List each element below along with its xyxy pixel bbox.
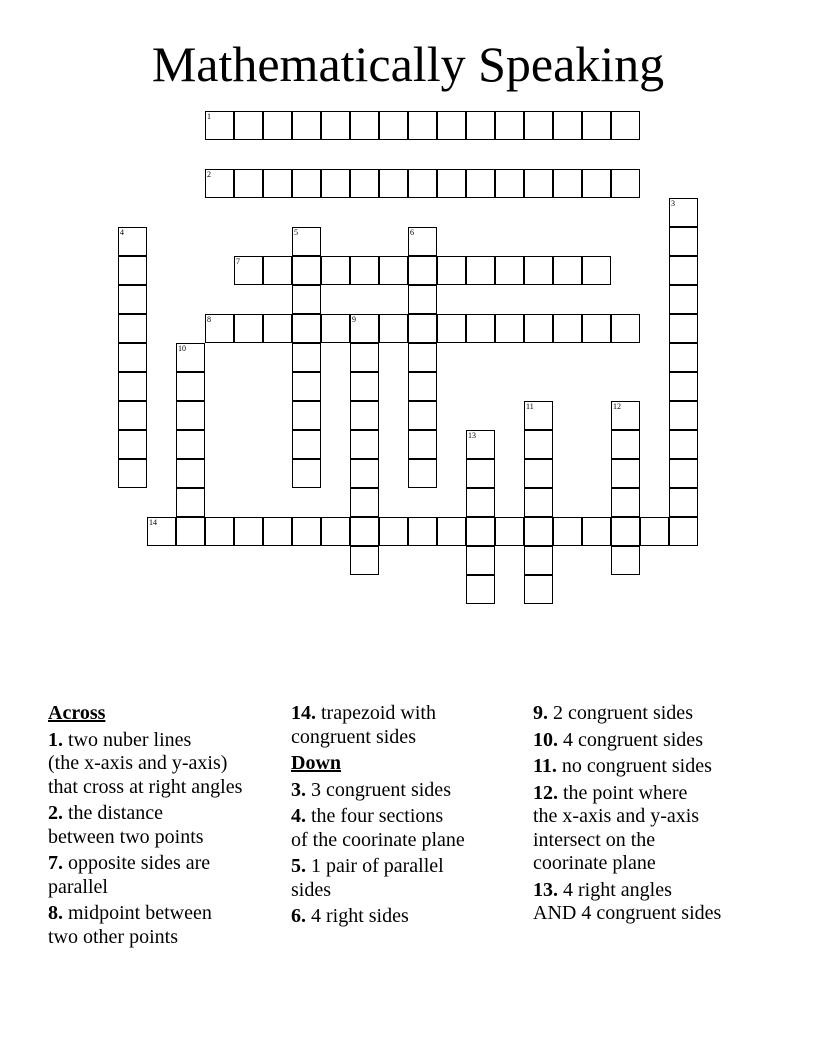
clue-text: the distance between two points — [48, 802, 204, 848]
grid-cell[interactable] — [234, 256, 263, 285]
grid-cell[interactable] — [118, 285, 147, 314]
clue-number: 12. — [533, 781, 558, 804]
grid-cell[interactable] — [437, 517, 466, 546]
clue-down-4 — [291, 805, 521, 852]
clue-text: no congruent sides — [561, 755, 712, 777]
grid-cell[interactable] — [118, 343, 147, 372]
clue-number-label: 14 — [149, 518, 157, 527]
clue-number-label: 10 — [178, 344, 186, 353]
grid-cell[interactable] — [234, 111, 263, 140]
clue-down-9 — [533, 702, 783, 726]
grid-cell[interactable] — [292, 285, 321, 314]
grid-cell[interactable] — [611, 169, 640, 198]
grid-cell[interactable] — [379, 169, 408, 198]
grid-cell[interactable] — [553, 111, 582, 140]
clue-text: 4 right sides — [311, 905, 409, 927]
grid-cell[interactable] — [669, 430, 698, 459]
grid-cell[interactable] — [582, 517, 611, 546]
clue-number-label: 9 — [352, 315, 356, 324]
grid-cell[interactable] — [466, 517, 495, 546]
puzzle-title: Mathematically Speaking — [151, 36, 665, 92]
grid-cell[interactable] — [350, 546, 379, 575]
grid-cell[interactable] — [321, 111, 350, 140]
grid-cell[interactable] — [524, 430, 553, 459]
grid-cell[interactable] — [495, 256, 524, 285]
grid-cell[interactable] — [437, 169, 466, 198]
clue-text: midpoint between two other points — [48, 902, 212, 948]
grid-cell[interactable] — [176, 517, 205, 546]
grid-cell[interactable] — [350, 459, 379, 488]
clue-down-3 — [291, 779, 521, 803]
clue-number: 14. — [291, 702, 316, 724]
grid-cell[interactable] — [234, 517, 263, 546]
grid-cell[interactable] — [466, 430, 495, 459]
grid-cell[interactable] — [582, 256, 611, 285]
grid-cell[interactable] — [379, 256, 408, 285]
grid-cell[interactable] — [524, 111, 553, 140]
grid-cell[interactable] — [669, 459, 698, 488]
grid-cell[interactable] — [524, 459, 553, 488]
clue-text: 2 congruent sides — [553, 702, 693, 724]
grid-cell[interactable] — [437, 111, 466, 140]
grid-cell[interactable] — [147, 517, 176, 546]
clue-text: the point where the x-axis and y-axis intersect on the coorinate plane — [533, 781, 700, 874]
clue-number: 13. — [533, 878, 558, 901]
grid-cell[interactable] — [263, 517, 292, 546]
clue-number-label: 5 — [294, 228, 298, 237]
clue-number: 9. — [533, 702, 548, 724]
grid-cell[interactable] — [466, 488, 495, 517]
grid-cell[interactable] — [205, 111, 234, 140]
grid-cell[interactable] — [524, 517, 553, 546]
grid-cell[interactable] — [292, 430, 321, 459]
clue-number: 11. — [533, 755, 557, 777]
grid-cell[interactable] — [118, 430, 147, 459]
grid-cell[interactable] — [466, 546, 495, 575]
grid-cell[interactable] — [640, 517, 669, 546]
grid-cell[interactable] — [292, 314, 321, 343]
grid-cell[interactable] — [408, 343, 437, 372]
clue-down-11 — [533, 755, 783, 779]
grid-cell[interactable] — [669, 401, 698, 430]
grid-cell[interactable] — [176, 372, 205, 401]
grid-cell[interactable] — [321, 256, 350, 285]
grid-cell[interactable] — [350, 430, 379, 459]
grid-cell[interactable] — [669, 517, 698, 546]
grid-cell[interactable] — [234, 314, 263, 343]
grid-cell[interactable] — [611, 111, 640, 140]
grid-cell[interactable] — [118, 372, 147, 401]
clue-text: trapezoid with congruent sides — [291, 702, 436, 748]
grid-cell[interactable] — [350, 517, 379, 546]
grid-cell[interactable] — [553, 517, 582, 546]
grid-cell[interactable] — [437, 256, 466, 285]
clue-text: 3 congruent sides — [311, 778, 451, 801]
grid-cell[interactable] — [466, 111, 495, 140]
clue-number: 6. — [291, 905, 306, 927]
clue-number-label: 4 — [120, 228, 124, 237]
clue-number: 1. — [48, 728, 63, 751]
grid-cell[interactable] — [524, 401, 553, 430]
grid-cell[interactable] — [118, 314, 147, 343]
clue-number: 7. — [48, 852, 63, 874]
grid-cell[interactable] — [292, 459, 321, 488]
grid-cell[interactable] — [611, 459, 640, 488]
grid-cell[interactable] — [379, 517, 408, 546]
grid-cell[interactable] — [408, 517, 437, 546]
grid-cell[interactable] — [350, 401, 379, 430]
clue-text: 4 right angles AND 4 congruent sides — [533, 878, 722, 924]
clue-number-label: 7 — [236, 257, 240, 266]
clue-number: 5. — [291, 855, 306, 877]
grid-cell[interactable] — [553, 314, 582, 343]
grid-cell[interactable] — [669, 372, 698, 401]
clue-number-label: 8 — [207, 315, 211, 324]
grid-cell[interactable] — [408, 430, 437, 459]
grid-cell[interactable] — [292, 227, 321, 256]
clue-number-label: 3 — [671, 199, 675, 208]
grid-cell[interactable] — [611, 314, 640, 343]
clue-down-6 — [291, 905, 521, 929]
clue-number-label: 13 — [468, 431, 476, 440]
grid-cell[interactable] — [495, 517, 524, 546]
grid-cell[interactable] — [669, 285, 698, 314]
grid-cell[interactable] — [292, 517, 321, 546]
clue-number: 8. — [48, 902, 63, 924]
grid-cell[interactable] — [524, 169, 553, 198]
clue-number: 2. — [48, 802, 63, 824]
grid-cell[interactable] — [408, 401, 437, 430]
grid-cell[interactable] — [466, 575, 495, 604]
grid-cell[interactable] — [669, 314, 698, 343]
grid-cell[interactable] — [524, 575, 553, 604]
grid-cell[interactable] — [321, 169, 350, 198]
across-heading: Across — [48, 702, 106, 724]
clue-number-label: 1 — [207, 112, 211, 121]
grid-cell[interactable] — [350, 111, 379, 140]
clue-down-12 — [533, 782, 783, 876]
grid-cell[interactable] — [292, 256, 321, 285]
clue-text: the four sections of the coorinate plane — [291, 805, 465, 851]
grid-cell[interactable] — [524, 256, 553, 285]
grid-cell[interactable] — [408, 169, 437, 198]
grid-cell[interactable] — [408, 459, 437, 488]
clue-across-8 — [48, 902, 288, 949]
grid-cell[interactable] — [669, 343, 698, 372]
grid-cell[interactable] — [321, 314, 350, 343]
grid-cell[interactable] — [582, 314, 611, 343]
grid-cell[interactable] — [118, 256, 147, 285]
grid-cell[interactable] — [176, 401, 205, 430]
clue-column-3 — [533, 702, 783, 929]
grid-cell[interactable] — [466, 459, 495, 488]
clue-number: 4. — [291, 805, 306, 827]
grid-cell[interactable] — [118, 459, 147, 488]
grid-cell[interactable] — [669, 198, 698, 227]
grid-cell[interactable] — [553, 256, 582, 285]
clue-number: 10. — [533, 728, 558, 751]
clue-across-2 — [48, 802, 288, 849]
grid-cell[interactable] — [205, 314, 234, 343]
clue-across-1 — [48, 729, 288, 800]
grid-cell[interactable] — [263, 169, 292, 198]
grid-cell[interactable] — [205, 517, 234, 546]
grid-cell[interactable] — [524, 546, 553, 575]
grid-cell[interactable] — [176, 430, 205, 459]
clue-number-label: 12 — [613, 402, 621, 411]
grid-cell[interactable] — [408, 314, 437, 343]
clue-down-10 — [533, 729, 783, 753]
grid-cell[interactable] — [611, 488, 640, 517]
grid-cell[interactable] — [292, 401, 321, 430]
grid-cell[interactable] — [437, 314, 466, 343]
grid-cell[interactable] — [669, 488, 698, 517]
clue-number: 3. — [291, 778, 306, 801]
clue-text: two nuber lines (the x-axis and y-axis) that cross at right angles — [48, 728, 243, 798]
grid-cell[interactable] — [263, 314, 292, 343]
clue-column-2 — [291, 702, 521, 932]
grid-cell[interactable] — [292, 343, 321, 372]
grid-cell[interactable] — [582, 111, 611, 140]
grid-cell[interactable] — [466, 169, 495, 198]
grid-cell[interactable] — [553, 169, 582, 198]
grid-cell[interactable] — [408, 227, 437, 256]
grid-cell[interactable] — [176, 343, 205, 372]
clue-number-label: 2 — [207, 170, 211, 179]
grid-cell[interactable] — [118, 227, 147, 256]
grid-cell[interactable] — [263, 256, 292, 285]
grid-cell[interactable] — [669, 227, 698, 256]
grid-cell[interactable] — [466, 314, 495, 343]
clue-number-label: 11 — [526, 402, 534, 411]
grid-cell[interactable] — [263, 111, 292, 140]
grid-cell[interactable] — [408, 372, 437, 401]
clue-column-1 — [48, 702, 288, 952]
clue-text: opposite sides are parallel — [48, 852, 211, 898]
grid-cell[interactable] — [611, 401, 640, 430]
grid-cell[interactable] — [611, 546, 640, 575]
grid-cell[interactable] — [118, 401, 147, 430]
grid-cell[interactable] — [176, 459, 205, 488]
clue-down-5 — [291, 855, 521, 902]
grid-cell[interactable] — [350, 488, 379, 517]
grid-cell[interactable] — [350, 343, 379, 372]
grid-cell[interactable] — [292, 169, 321, 198]
grid-cell[interactable] — [379, 314, 408, 343]
grid-cell[interactable] — [408, 111, 437, 140]
grid-cell[interactable] — [611, 517, 640, 546]
grid-cell[interactable] — [495, 314, 524, 343]
grid-cell[interactable] — [379, 111, 408, 140]
clue-text: 1 pair of parallel sides — [291, 855, 444, 901]
grid-cell[interactable] — [350, 372, 379, 401]
grid-cell[interactable] — [611, 430, 640, 459]
clue-number-label: 6 — [410, 228, 414, 237]
clue-down-13 — [533, 879, 783, 926]
grid-cell[interactable] — [321, 517, 350, 546]
grid-cell[interactable] — [205, 169, 234, 198]
down-heading: Down — [291, 752, 342, 774]
clue-across-14 — [291, 702, 521, 749]
grid-cell[interactable] — [292, 111, 321, 140]
grid-cell[interactable] — [669, 256, 698, 285]
grid-cell[interactable] — [582, 169, 611, 198]
grid-cell[interactable] — [234, 169, 263, 198]
grid-cell[interactable] — [466, 256, 495, 285]
grid-cell[interactable] — [524, 314, 553, 343]
grid-cell[interactable] — [408, 285, 437, 314]
grid-cell[interactable] — [495, 111, 524, 140]
grid-cell[interactable] — [524, 488, 553, 517]
grid-cell[interactable] — [495, 169, 524, 198]
clue-across-7 — [48, 852, 288, 899]
grid-cell[interactable] — [408, 256, 437, 285]
clue-text: 4 congruent sides — [563, 728, 703, 751]
grid-cell[interactable] — [350, 169, 379, 198]
grid-cell[interactable] — [176, 488, 205, 517]
grid-cell[interactable] — [292, 372, 321, 401]
grid-cell[interactable] — [350, 314, 379, 343]
grid-cell[interactable] — [350, 256, 379, 285]
